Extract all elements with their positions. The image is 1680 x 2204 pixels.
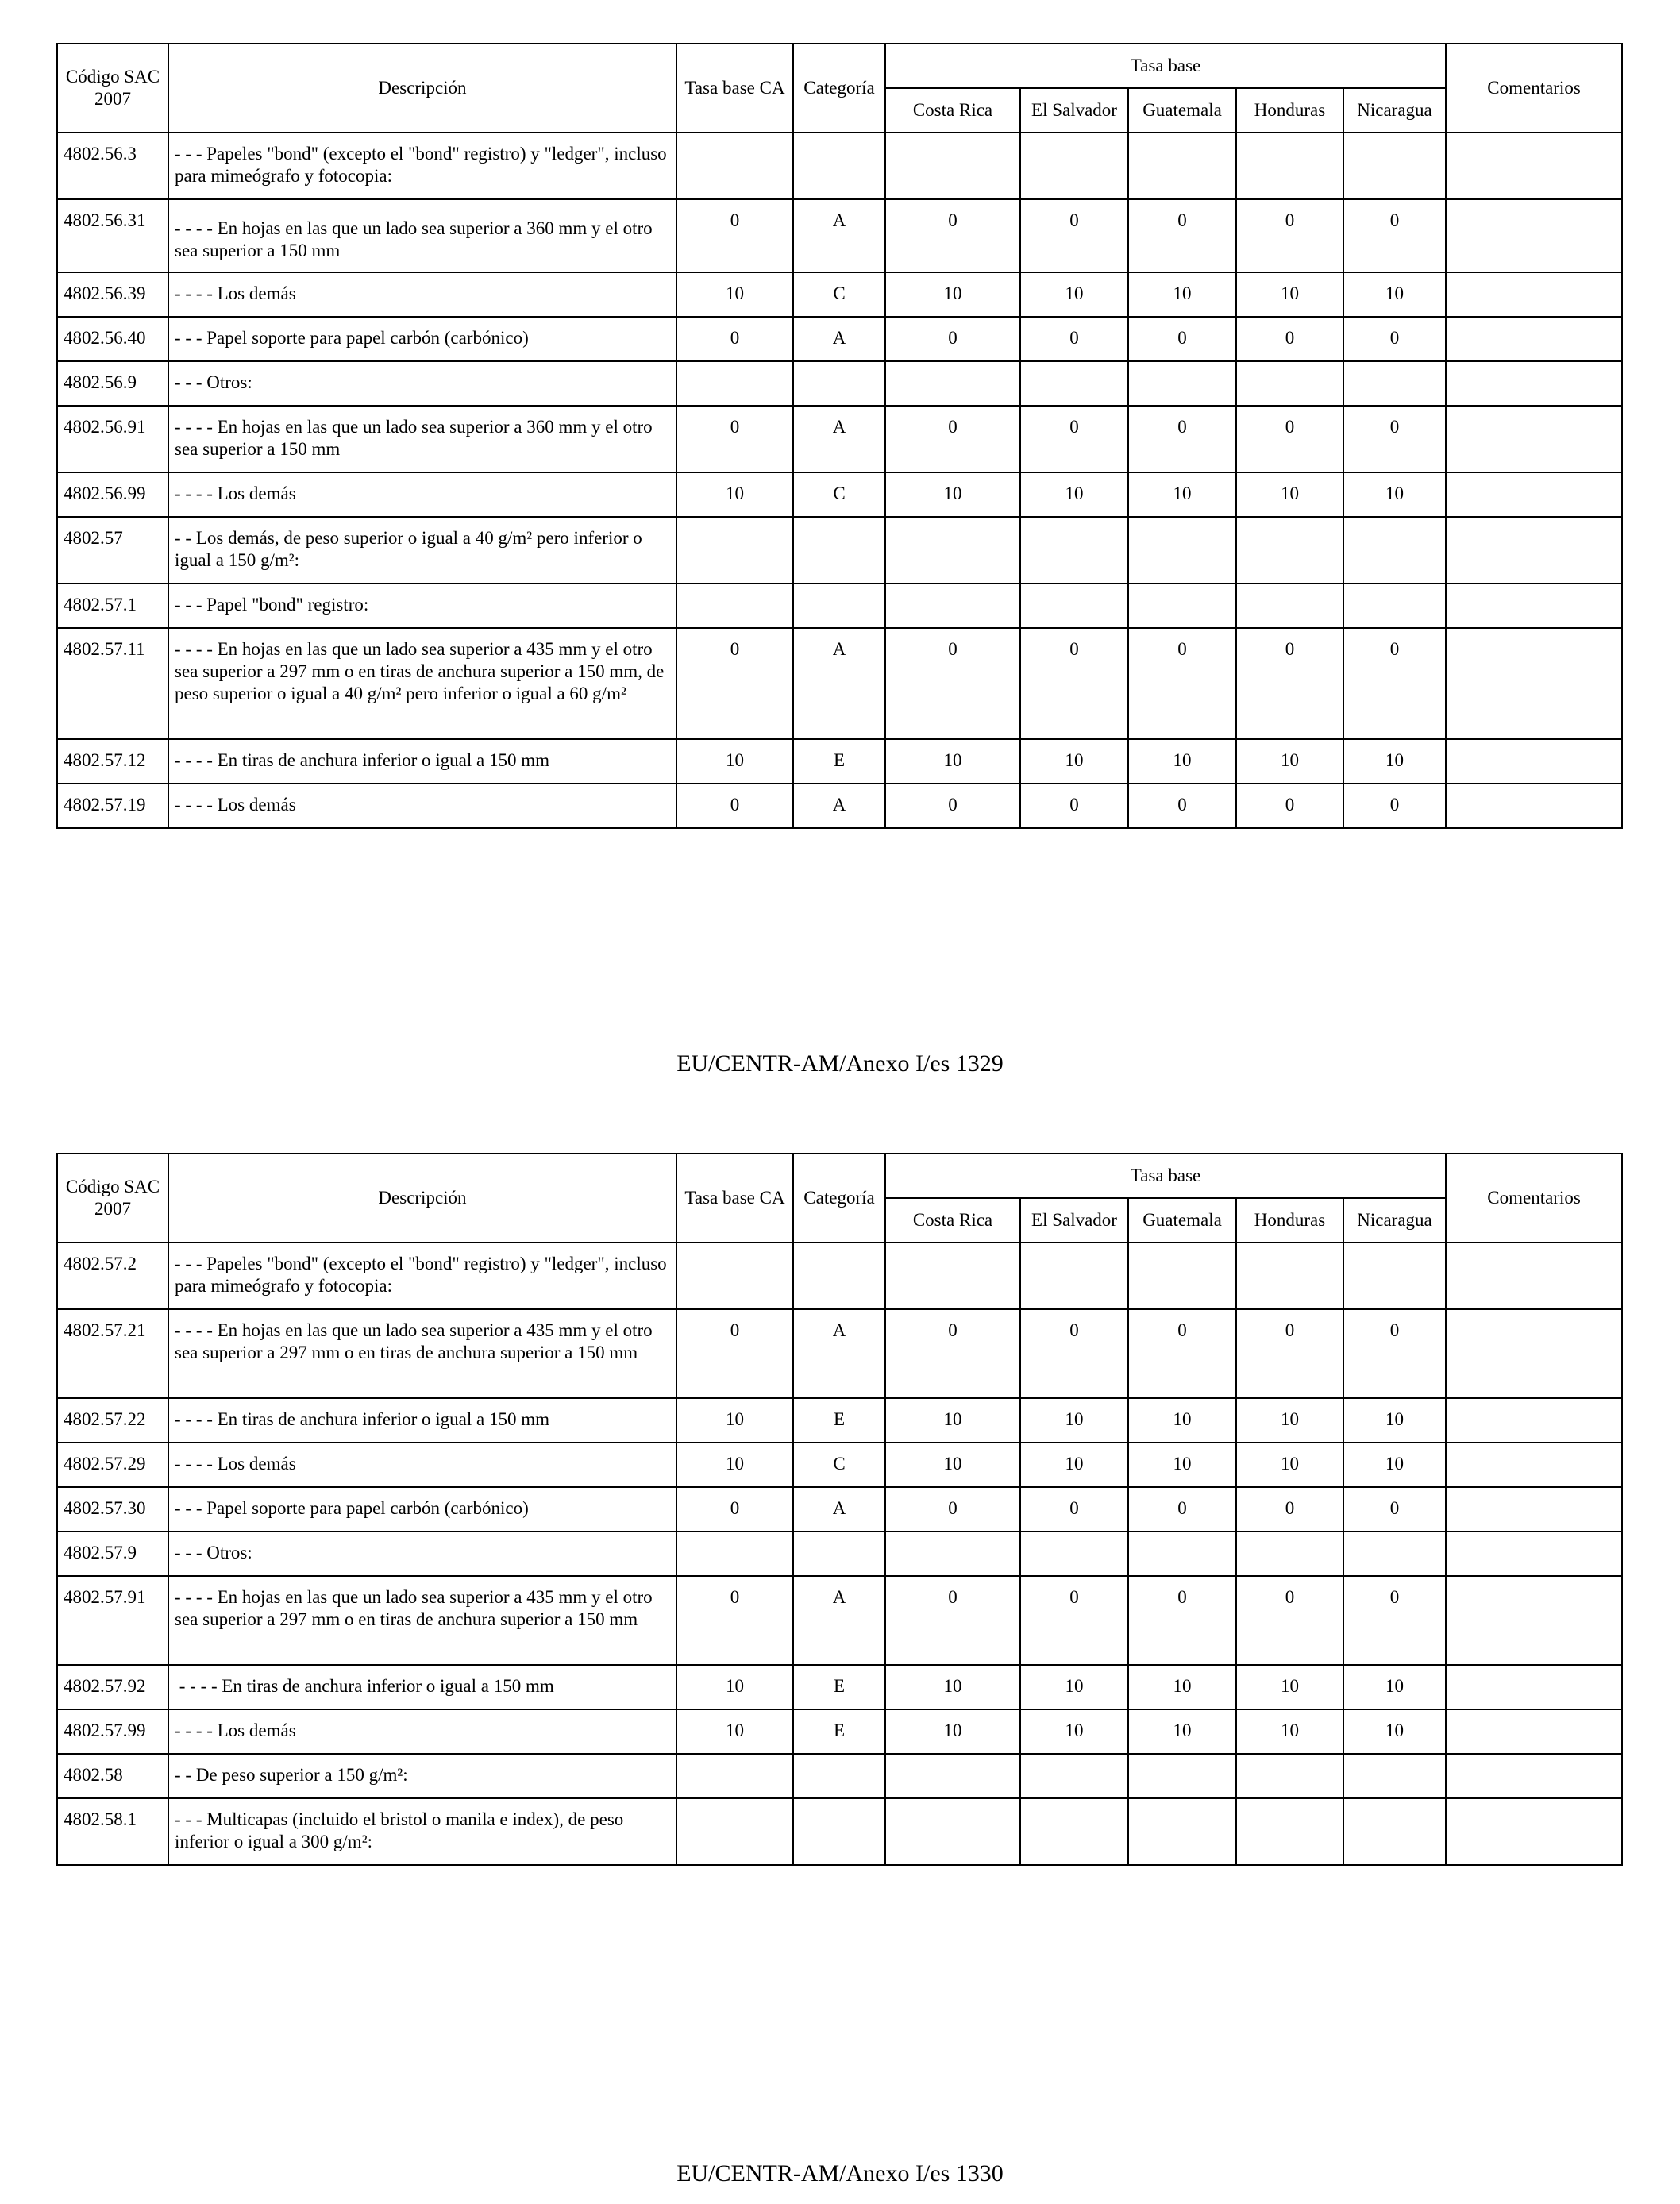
table-row bbox=[57, 1443, 1622, 1487]
cell-costa-rica: 0 bbox=[885, 1576, 1020, 1665]
table-row bbox=[57, 317, 1622, 361]
cell-nicaragua bbox=[1343, 584, 1446, 628]
cell-code: 4802.57.11 bbox=[57, 628, 168, 739]
cell-category bbox=[793, 133, 885, 199]
cell-description: - - - Papel soporte para papel carbón (carbónico) bbox=[168, 317, 676, 361]
table-row bbox=[57, 1398, 1622, 1443]
table-row bbox=[57, 739, 1622, 784]
cell-costa-rica: 10 bbox=[885, 272, 1020, 317]
table-row bbox=[57, 628, 1622, 739]
table-row bbox=[57, 199, 1622, 272]
header-base-rate: Tasa base bbox=[885, 44, 1446, 88]
cell-base-rate-ca: 0 bbox=[676, 317, 793, 361]
cell-base-rate-ca: 10 bbox=[676, 1709, 793, 1754]
cell-category: A bbox=[793, 1576, 885, 1665]
cell-guatemala bbox=[1128, 1798, 1236, 1865]
cell-description: - - - - En tiras de anchura inferior o igual a 150 mm bbox=[168, 739, 676, 784]
cell-costa-rica: 10 bbox=[885, 1443, 1020, 1487]
cell-code: 4802.57.1 bbox=[57, 584, 168, 628]
cell-code: 4802.57.12 bbox=[57, 739, 168, 784]
cell-guatemala: 0 bbox=[1128, 1487, 1236, 1532]
cell-comments bbox=[1446, 739, 1622, 784]
cell-category: A bbox=[793, 784, 885, 828]
header-guatemala: Guatemala bbox=[1128, 1198, 1236, 1243]
cell-description: - - - Papel soporte para papel carbón (carbónico) bbox=[168, 1487, 676, 1532]
cell-description: - - - - En tiras de anchura inferior o igual a 150 mm bbox=[168, 1398, 676, 1443]
cell-guatemala bbox=[1128, 1754, 1236, 1798]
cell-honduras bbox=[1236, 1532, 1343, 1576]
cell-code: 4802.56.9 bbox=[57, 361, 168, 406]
cell-category: E bbox=[793, 1398, 885, 1443]
cell-code: 4802.56.40 bbox=[57, 317, 168, 361]
cell-nicaragua bbox=[1343, 361, 1446, 406]
cell-costa-rica bbox=[885, 1532, 1020, 1576]
cell-el-salvador: 0 bbox=[1020, 406, 1128, 472]
cell-honduras: 0 bbox=[1236, 317, 1343, 361]
cell-code: 4802.57.22 bbox=[57, 1398, 168, 1443]
cell-category bbox=[793, 1532, 885, 1576]
tariff-table-page-1 bbox=[56, 43, 1623, 829]
header-nicaragua: Nicaragua bbox=[1343, 88, 1446, 133]
cell-base-rate-ca bbox=[676, 584, 793, 628]
cell-el-salvador: 0 bbox=[1020, 1309, 1128, 1398]
cell-description: - - - Papeles "bond" (excepto el "bond" registro) y "ledger", incluso para mimeógrafo y fotocopia: bbox=[168, 1243, 676, 1309]
cell-base-rate-ca: 10 bbox=[676, 272, 793, 317]
cell-comments bbox=[1446, 1798, 1622, 1865]
cell-honduras: 10 bbox=[1236, 1443, 1343, 1487]
cell-comments bbox=[1446, 1576, 1622, 1665]
cell-description: - - De peso superior a 150 g/m²: bbox=[168, 1754, 676, 1798]
cell-honduras: 10 bbox=[1236, 272, 1343, 317]
cell-nicaragua: 10 bbox=[1343, 272, 1446, 317]
cell-honduras: 10 bbox=[1236, 739, 1343, 784]
cell-description: - - - Multicapas (incluido el bristol o manila e index), de peso inferior o igual a 300 g/m²: bbox=[168, 1798, 676, 1865]
cell-costa-rica: 10 bbox=[885, 739, 1020, 784]
cell-description: - - - - En hojas en las que un lado sea superior a 435 mm y el otro sea superior a 297 mm o en tiras de anchura superior a 150 mm bbox=[168, 1309, 676, 1398]
cell-costa-rica: 10 bbox=[885, 472, 1020, 517]
cell-comments bbox=[1446, 1754, 1622, 1798]
cell-comments bbox=[1446, 1532, 1622, 1576]
cell-nicaragua: 0 bbox=[1343, 1576, 1446, 1665]
cell-comments bbox=[1446, 1709, 1622, 1754]
cell-honduras bbox=[1236, 133, 1343, 199]
cell-nicaragua: 0 bbox=[1343, 317, 1446, 361]
cell-guatemala: 10 bbox=[1128, 272, 1236, 317]
cell-costa-rica bbox=[885, 584, 1020, 628]
cell-base-rate-ca bbox=[676, 361, 793, 406]
header-costa-rica: Costa Rica bbox=[885, 88, 1020, 133]
cell-base-rate-ca: 0 bbox=[676, 1576, 793, 1665]
cell-comments bbox=[1446, 517, 1622, 584]
cell-guatemala: 10 bbox=[1128, 472, 1236, 517]
cell-nicaragua: 10 bbox=[1343, 1443, 1446, 1487]
cell-honduras: 10 bbox=[1236, 1665, 1343, 1709]
cell-guatemala: 0 bbox=[1128, 199, 1236, 272]
cell-code: 4802.57 bbox=[57, 517, 168, 584]
cell-el-salvador: 10 bbox=[1020, 472, 1128, 517]
header-category: Categoría bbox=[793, 1154, 885, 1243]
table-row bbox=[57, 133, 1622, 199]
cell-guatemala: 10 bbox=[1128, 739, 1236, 784]
cell-description: - - - - En tiras de anchura inferior o igual a 150 mm bbox=[168, 1665, 676, 1709]
header-code: Código SAC 2007 bbox=[57, 44, 168, 133]
cell-code: 4802.57.9 bbox=[57, 1532, 168, 1576]
cell-guatemala bbox=[1128, 517, 1236, 584]
cell-nicaragua bbox=[1343, 1532, 1446, 1576]
cell-comments bbox=[1446, 628, 1622, 739]
cell-guatemala bbox=[1128, 1532, 1236, 1576]
cell-category: E bbox=[793, 1709, 885, 1754]
cell-honduras: 0 bbox=[1236, 1309, 1343, 1398]
cell-nicaragua: 10 bbox=[1343, 1398, 1446, 1443]
cell-costa-rica bbox=[885, 1798, 1020, 1865]
table-row bbox=[57, 784, 1622, 828]
table-row bbox=[57, 472, 1622, 517]
cell-nicaragua: 10 bbox=[1343, 1665, 1446, 1709]
cell-category: C bbox=[793, 472, 885, 517]
cell-honduras bbox=[1236, 1754, 1343, 1798]
tariff-table-page-2 bbox=[56, 1153, 1623, 1866]
cell-nicaragua: 10 bbox=[1343, 1709, 1446, 1754]
cell-costa-rica bbox=[885, 517, 1020, 584]
cell-base-rate-ca: 0 bbox=[676, 1487, 793, 1532]
cell-category: C bbox=[793, 1443, 885, 1487]
cell-honduras bbox=[1236, 1243, 1343, 1309]
cell-description: - - - Papeles "bond" (excepto el "bond" registro) y "ledger", incluso para mimeógrafo y fotocopia: bbox=[168, 133, 676, 199]
cell-honduras: 10 bbox=[1236, 1709, 1343, 1754]
cell-costa-rica: 0 bbox=[885, 628, 1020, 739]
cell-description: - - - - Los demás bbox=[168, 784, 676, 828]
cell-code: 4802.57.29 bbox=[57, 1443, 168, 1487]
cell-code: 4802.57.19 bbox=[57, 784, 168, 828]
cell-comments bbox=[1446, 1665, 1622, 1709]
cell-costa-rica bbox=[885, 1243, 1020, 1309]
cell-description: - - Los demás, de peso superior o igual a 40 g/m² pero inferior o igual a 150 g/m²: bbox=[168, 517, 676, 584]
cell-description: - - - - En hojas en las que un lado sea superior a 360 mm y el otro sea superior a 150 mm bbox=[168, 199, 676, 272]
cell-nicaragua: 0 bbox=[1343, 406, 1446, 472]
cell-description: - - - Otros: bbox=[168, 361, 676, 406]
cell-base-rate-ca bbox=[676, 133, 793, 199]
cell-code: 4802.56.39 bbox=[57, 272, 168, 317]
cell-guatemala: 0 bbox=[1128, 1576, 1236, 1665]
cell-comments bbox=[1446, 1487, 1622, 1532]
cell-el-salvador: 10 bbox=[1020, 1398, 1128, 1443]
cell-category bbox=[793, 1798, 885, 1865]
cell-el-salvador bbox=[1020, 1532, 1128, 1576]
cell-category bbox=[793, 517, 885, 584]
cell-base-rate-ca: 10 bbox=[676, 1443, 793, 1487]
cell-base-rate-ca: 10 bbox=[676, 1665, 793, 1709]
cell-category: A bbox=[793, 628, 885, 739]
cell-honduras: 0 bbox=[1236, 628, 1343, 739]
cell-base-rate-ca bbox=[676, 1243, 793, 1309]
cell-description: - - - - Los demás bbox=[168, 1443, 676, 1487]
cell-nicaragua bbox=[1343, 133, 1446, 199]
cell-base-rate-ca: 0 bbox=[676, 406, 793, 472]
table-row bbox=[57, 1798, 1622, 1865]
table-row bbox=[57, 272, 1622, 317]
header-honduras: Honduras bbox=[1236, 88, 1343, 133]
cell-nicaragua: 0 bbox=[1343, 1309, 1446, 1398]
cell-el-salvador bbox=[1020, 517, 1128, 584]
cell-guatemala: 10 bbox=[1128, 1665, 1236, 1709]
cell-code: 4802.56.31 bbox=[57, 199, 168, 272]
cell-costa-rica: 0 bbox=[885, 199, 1020, 272]
cell-comments bbox=[1446, 133, 1622, 199]
cell-category: A bbox=[793, 1309, 885, 1398]
cell-honduras: 0 bbox=[1236, 784, 1343, 828]
cell-description: - - - - Los demás bbox=[168, 472, 676, 517]
cell-el-salvador: 10 bbox=[1020, 1665, 1128, 1709]
cell-description: - - - - En hojas en las que un lado sea superior a 435 mm y el otro sea superior a 297 mm o en tiras de anchura superior a 150 mm bbox=[168, 1576, 676, 1665]
cell-nicaragua: 10 bbox=[1343, 739, 1446, 784]
cell-description: - - - - En hojas en las que un lado sea superior a 435 mm y el otro sea superior a 297 mm o en tiras de anchura superior a 150 mm, de peso superior o igual a 40 g/m² pero inferior o igual a 60 g/m² bbox=[168, 628, 676, 739]
cell-guatemala: 0 bbox=[1128, 784, 1236, 828]
cell-honduras bbox=[1236, 584, 1343, 628]
cell-comments bbox=[1446, 199, 1622, 272]
cell-comments bbox=[1446, 1398, 1622, 1443]
cell-honduras bbox=[1236, 1798, 1343, 1865]
cell-costa-rica bbox=[885, 133, 1020, 199]
cell-base-rate-ca: 10 bbox=[676, 1398, 793, 1443]
table-row bbox=[57, 1487, 1622, 1532]
cell-honduras: 0 bbox=[1236, 1487, 1343, 1532]
cell-costa-rica: 10 bbox=[885, 1709, 1020, 1754]
cell-code: 4802.56.91 bbox=[57, 406, 168, 472]
cell-el-salvador: 10 bbox=[1020, 272, 1128, 317]
cell-el-salvador: 10 bbox=[1020, 1443, 1128, 1487]
cell-nicaragua: 0 bbox=[1343, 784, 1446, 828]
header-nicaragua: Nicaragua bbox=[1343, 1198, 1446, 1243]
cell-comments bbox=[1446, 1243, 1622, 1309]
cell-costa-rica bbox=[885, 361, 1020, 406]
header-base-rate: Tasa base bbox=[885, 1154, 1446, 1198]
cell-comments bbox=[1446, 272, 1622, 317]
cell-nicaragua: 0 bbox=[1343, 199, 1446, 272]
cell-nicaragua bbox=[1343, 517, 1446, 584]
cell-el-salvador bbox=[1020, 1798, 1128, 1865]
cell-honduras: 10 bbox=[1236, 472, 1343, 517]
cell-nicaragua: 10 bbox=[1343, 472, 1446, 517]
cell-code: 4802.57.30 bbox=[57, 1487, 168, 1532]
header-comments: Comentarios bbox=[1446, 44, 1622, 133]
cell-description: - - - - En hojas en las que un lado sea superior a 360 mm y el otro sea superior a 150 mm bbox=[168, 406, 676, 472]
cell-el-salvador: 10 bbox=[1020, 1709, 1128, 1754]
cell-description: - - - Papel "bond" registro: bbox=[168, 584, 676, 628]
table-row bbox=[57, 1754, 1622, 1798]
cell-code: 4802.58.1 bbox=[57, 1798, 168, 1865]
cell-category: A bbox=[793, 406, 885, 472]
cell-costa-rica bbox=[885, 1754, 1020, 1798]
cell-el-salvador: 0 bbox=[1020, 784, 1128, 828]
cell-description: - - - Otros: bbox=[168, 1532, 676, 1576]
header-description: Descripción bbox=[168, 1154, 676, 1243]
cell-category: E bbox=[793, 739, 885, 784]
cell-el-salvador: 0 bbox=[1020, 628, 1128, 739]
cell-comments bbox=[1446, 406, 1622, 472]
cell-category: C bbox=[793, 272, 885, 317]
cell-category bbox=[793, 1754, 885, 1798]
cell-comments bbox=[1446, 361, 1622, 406]
cell-category bbox=[793, 1243, 885, 1309]
cell-comments bbox=[1446, 317, 1622, 361]
cell-comments bbox=[1446, 1309, 1622, 1398]
cell-el-salvador bbox=[1020, 1754, 1128, 1798]
cell-honduras: 10 bbox=[1236, 1398, 1343, 1443]
cell-guatemala bbox=[1128, 361, 1236, 406]
cell-guatemala: 10 bbox=[1128, 1709, 1236, 1754]
cell-costa-rica: 0 bbox=[885, 317, 1020, 361]
table-row bbox=[57, 1665, 1622, 1709]
cell-honduras: 0 bbox=[1236, 199, 1343, 272]
cell-comments bbox=[1446, 1443, 1622, 1487]
cell-el-salvador bbox=[1020, 361, 1128, 406]
table-row bbox=[57, 1709, 1622, 1754]
cell-code: 4802.56.3 bbox=[57, 133, 168, 199]
cell-el-salvador: 10 bbox=[1020, 739, 1128, 784]
cell-honduras bbox=[1236, 361, 1343, 406]
cell-guatemala bbox=[1128, 1243, 1236, 1309]
cell-description: - - - - Los demás bbox=[168, 1709, 676, 1754]
cell-code: 4802.57.91 bbox=[57, 1576, 168, 1665]
cell-costa-rica: 10 bbox=[885, 1398, 1020, 1443]
cell-guatemala: 0 bbox=[1128, 406, 1236, 472]
header-costa-rica: Costa Rica bbox=[885, 1198, 1020, 1243]
cell-code: 4802.57.92 bbox=[57, 1665, 168, 1709]
cell-base-rate-ca bbox=[676, 1532, 793, 1576]
cell-code: 4802.58 bbox=[57, 1754, 168, 1798]
cell-costa-rica: 0 bbox=[885, 1309, 1020, 1398]
cell-nicaragua: 0 bbox=[1343, 628, 1446, 739]
cell-category: A bbox=[793, 199, 885, 272]
cell-costa-rica: 0 bbox=[885, 1487, 1020, 1532]
cell-category: E bbox=[793, 1665, 885, 1709]
cell-base-rate-ca: 0 bbox=[676, 1309, 793, 1398]
cell-guatemala: 0 bbox=[1128, 1309, 1236, 1398]
cell-comments bbox=[1446, 784, 1622, 828]
cell-guatemala: 0 bbox=[1128, 317, 1236, 361]
cell-nicaragua bbox=[1343, 1754, 1446, 1798]
cell-category: A bbox=[793, 317, 885, 361]
table-row bbox=[57, 1576, 1622, 1665]
cell-honduras bbox=[1236, 517, 1343, 584]
cell-category bbox=[793, 361, 885, 406]
page-footer-2: EU/CENTR-AM/Anexo I/es 1330 bbox=[676, 2160, 1004, 2187]
cell-base-rate-ca: 0 bbox=[676, 784, 793, 828]
cell-el-salvador: 0 bbox=[1020, 1576, 1128, 1665]
table-row bbox=[57, 406, 1622, 472]
cell-guatemala: 0 bbox=[1128, 628, 1236, 739]
cell-honduras: 0 bbox=[1236, 406, 1343, 472]
header-el-salvador: El Salvador bbox=[1020, 1198, 1128, 1243]
header-el-salvador: El Salvador bbox=[1020, 88, 1128, 133]
cell-comments bbox=[1446, 472, 1622, 517]
header-code: Código SAC 2007 bbox=[57, 1154, 168, 1243]
cell-description: - - - - Los demás bbox=[168, 272, 676, 317]
cell-code: 4802.56.99 bbox=[57, 472, 168, 517]
table-row bbox=[57, 1532, 1622, 1576]
cell-el-salvador: 0 bbox=[1020, 317, 1128, 361]
page-footer-1: EU/CENTR-AM/Anexo I/es 1329 bbox=[676, 1050, 1004, 1077]
cell-base-rate-ca: 0 bbox=[676, 199, 793, 272]
header-comments: Comentarios bbox=[1446, 1154, 1622, 1243]
cell-base-rate-ca bbox=[676, 517, 793, 584]
cell-code: 4802.57.21 bbox=[57, 1309, 168, 1398]
cell-code: 4802.57.2 bbox=[57, 1243, 168, 1309]
cell-nicaragua bbox=[1343, 1798, 1446, 1865]
header-base-rate-ca: Tasa base CA bbox=[676, 1154, 793, 1243]
cell-category bbox=[793, 584, 885, 628]
cell-guatemala: 10 bbox=[1128, 1398, 1236, 1443]
cell-guatemala bbox=[1128, 133, 1236, 199]
cell-costa-rica: 10 bbox=[885, 1665, 1020, 1709]
cell-costa-rica: 0 bbox=[885, 784, 1020, 828]
cell-honduras: 0 bbox=[1236, 1576, 1343, 1665]
header-description: Descripción bbox=[168, 44, 676, 133]
table-row bbox=[57, 361, 1622, 406]
cell-base-rate-ca: 10 bbox=[676, 739, 793, 784]
header-base-rate-ca: Tasa base CA bbox=[676, 44, 793, 133]
cell-el-salvador bbox=[1020, 133, 1128, 199]
cell-base-rate-ca: 0 bbox=[676, 628, 793, 739]
cell-base-rate-ca bbox=[676, 1798, 793, 1865]
table-row bbox=[57, 1243, 1622, 1309]
header-category: Categoría bbox=[793, 44, 885, 133]
cell-base-rate-ca: 10 bbox=[676, 472, 793, 517]
cell-guatemala bbox=[1128, 584, 1236, 628]
header-guatemala: Guatemala bbox=[1128, 88, 1236, 133]
cell-guatemala: 10 bbox=[1128, 1443, 1236, 1487]
cell-nicaragua: 0 bbox=[1343, 1487, 1446, 1532]
table-row bbox=[57, 584, 1622, 628]
table-row bbox=[57, 517, 1622, 584]
cell-nicaragua bbox=[1343, 1243, 1446, 1309]
table-row bbox=[57, 1309, 1622, 1398]
cell-base-rate-ca bbox=[676, 1754, 793, 1798]
cell-el-salvador: 0 bbox=[1020, 199, 1128, 272]
cell-costa-rica: 0 bbox=[885, 406, 1020, 472]
header-honduras: Honduras bbox=[1236, 1198, 1343, 1243]
cell-code: 4802.57.99 bbox=[57, 1709, 168, 1754]
cell-el-salvador bbox=[1020, 1243, 1128, 1309]
cell-el-salvador: 0 bbox=[1020, 1487, 1128, 1532]
cell-category: A bbox=[793, 1487, 885, 1532]
cell-comments bbox=[1446, 584, 1622, 628]
cell-el-salvador bbox=[1020, 584, 1128, 628]
